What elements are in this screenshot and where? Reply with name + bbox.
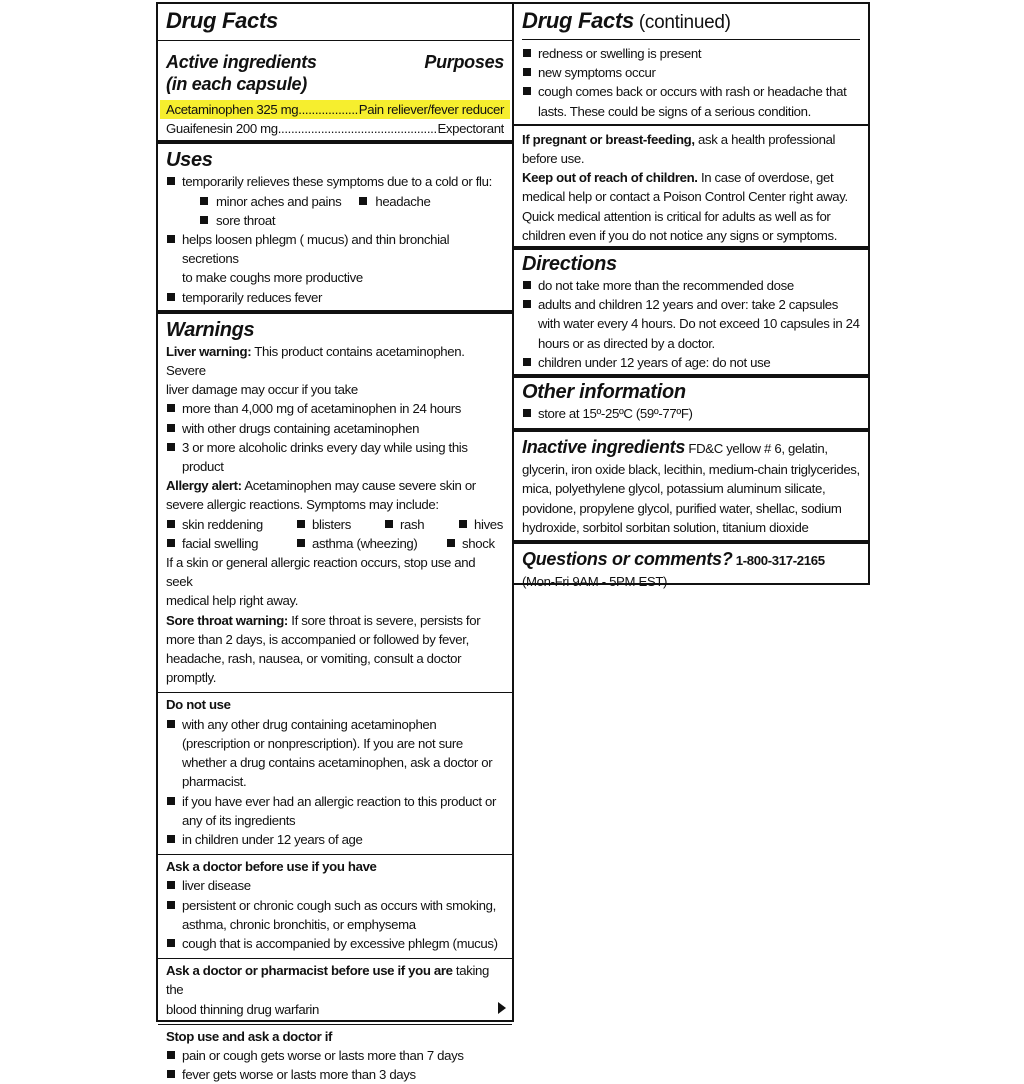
phone-number: 1-800-317-2165 [732, 553, 825, 569]
list-item: hives [458, 515, 503, 534]
list-item: in children under 12 years of age [166, 830, 504, 849]
stop-use-continued-section [514, 42, 868, 126]
drug-facts-continued-title: Drug Facts (continued) [522, 8, 860, 40]
active-ingredients-heading: Active ingredients [166, 52, 317, 72]
inactive-ingredients-section: Inactive ingredients FD&C yellow # 6, gelatin, glycerin, iron oxide black, lecithin, medium-chain triglycerides, mica, polyethylene glycol, potassium aluminum silicate, povidone, propylene glycol, purified water, shellac, sodium hydroxide, sorbitol sorbitan solution, titanium dioxide [514, 432, 868, 544]
sore-throat-warning: Sore throat warning: If sore throat is severe, persists for [166, 612, 481, 628]
list-item: shock [446, 534, 495, 553]
list-item: pain or cough gets worse or lasts more than 7 days [166, 1046, 504, 1065]
list-item: store at 15º-25ºC (59º-77ºF) [522, 404, 860, 423]
list-item: do not take more than the recommended dose [522, 276, 860, 295]
uses-heading: Uses [166, 149, 213, 172]
directions-section [514, 250, 868, 378]
list-item: headache [359, 192, 430, 211]
allergy-alert: Allergy alert: Acetaminophen may cause severe skin or [166, 478, 476, 494]
list-item: children under 12 years of age: do not use [522, 353, 860, 372]
purposes-heading: Purposes [424, 52, 504, 72]
uses-section [158, 144, 512, 313]
inactive-ingredients-heading: Inactive ingredients [522, 437, 686, 458]
drug-facts-title: Drug Facts [166, 8, 278, 33]
list-item: skin reddening [166, 515, 282, 534]
other-information-section [514, 378, 868, 432]
ask-pharmacist-section: Ask a doctor or pharmacist before use if you are taking the blood thinning drug warfarin [158, 959, 512, 1025]
ingredient-purpose: Expectorant [437, 121, 504, 137]
list-item: if you have ever had an allergic reaction to this product or any of its ingredients [166, 792, 504, 830]
list-item: cough comes back or occurs with rash or headache that lasts. These could be signs of a serious condition. [522, 82, 860, 120]
other-information-heading: Other information [522, 381, 686, 404]
list-item: fever gets worse or lasts more than 3 days [166, 1065, 504, 1084]
list-item: blisters [296, 515, 370, 534]
list-item: temporarily reduces fever [166, 288, 504, 307]
drug-facts-right-panel [512, 2, 870, 590]
ask-doctor-section [158, 855, 512, 959]
list-item: persistent or chronic cough such as occurs with smoking, asthma, chronic bronchitis, or emphysema [166, 896, 504, 934]
pregnancy-children-section: If pregnant or breast-feeding, ask a health professional before use. Keep out of reach of children. In case of overdose, get medical help or contact a Poison Control Center right away. Quick medical attention is critical for adults as well as for children even if you do not notice any signs or symptoms. [514, 126, 868, 250]
list-item: temporarily relieves these symptoms due to a cold or flu: [166, 172, 504, 191]
drug-facts-left-panel [156, 2, 514, 1083]
questions-heading: Questions or comments? [522, 549, 733, 570]
ingredient-row [166, 119, 504, 138]
list-item: with other drugs containing acetaminophen [166, 419, 504, 438]
ingredient-purpose: Pain reliever/fever reducer [358, 102, 504, 117]
directions-heading: Directions [522, 253, 617, 276]
ingredient-name: Guaifenesin 200 mg [166, 121, 278, 137]
list-item: asthma (wheezing) [296, 534, 428, 553]
list-item: with any other drug containing acetaminophen (prescription or nonprescription). If you are not sure whether a drug contains acetaminophen, ask a doctor or pharmacist. [166, 715, 504, 792]
list-item: facial swelling [166, 534, 282, 553]
list-item: adults and children 12 years and over: take 2 capsules with water every 4 hours. Do not exceed 10 capsules in 24 hours or as directed by a doctor. [522, 295, 860, 353]
list-item: liver disease [166, 876, 504, 895]
ask-doctor-heading: Ask a doctor before use if you have [166, 859, 377, 875]
stop-use-heading: Stop use and ask a doctor if [166, 1028, 333, 1044]
questions-section [514, 544, 868, 591]
warnings-heading: Warnings [166, 318, 255, 341]
drug-facts-header [158, 4, 512, 41]
active-ingredients-section [158, 41, 512, 144]
list-item: 3 or more alcoholic drinks every day while using this product [166, 438, 504, 476]
ingredient-row [160, 100, 510, 119]
list-item: helps loosen phlegm ( mucus) and thin bronchial secretions to make coughs more productive [166, 230, 504, 288]
list-item: minor aches and pains [200, 192, 341, 211]
list-item: redness or swelling is present [522, 44, 860, 63]
drug-facts-continued-header [514, 4, 868, 42]
active-ingredients-subheading: (in each capsule) [166, 74, 307, 94]
list-item: cough that is accompanied by excessive phlegm (mucus) [166, 934, 504, 953]
do-not-use-heading: Do not use [166, 697, 231, 713]
do-not-use-section [158, 693, 512, 855]
phone-hours: (Mon-Fri 9AM - 5PM EST) [522, 574, 668, 590]
list-item: sore throat [200, 211, 504, 230]
list-item: rash [384, 515, 444, 534]
list-item: more than 4,000 mg of acetaminophen in 24 hours [166, 399, 504, 418]
list-item: new symptoms occur [522, 63, 860, 82]
liver-warning: Liver warning: This product contains acetaminophen. Severe [166, 343, 465, 379]
ingredient-name: Acetaminophen 325 mg [166, 102, 299, 117]
warnings-section: Warnings Liver warning: This product contains acetaminophen. Severe liver damage may occur if you take more than 4,000 mg of acetaminophen in 24 hours with other drugs containing acetaminophen 3 or more alcoholic drinks every day while using this product Allergy alert: Acetaminophen may cause severe skin or severe allergic reactions. Symptoms may include: skin reddening blisters rash hives facial swelling asthma (wheezing) shock If a skin or general allergic reaction occurs, stop use and seek medical help right away. Sore throat warning: If sore throat is severe, persists for more than 2 days, is accompanied or followed by fever, headache, rash, nausea, or vomiting, consult a doctor promptly. [158, 314, 512, 694]
continue-arrow-icon [498, 1002, 506, 1014]
stop-use-section [158, 1025, 512, 1084]
